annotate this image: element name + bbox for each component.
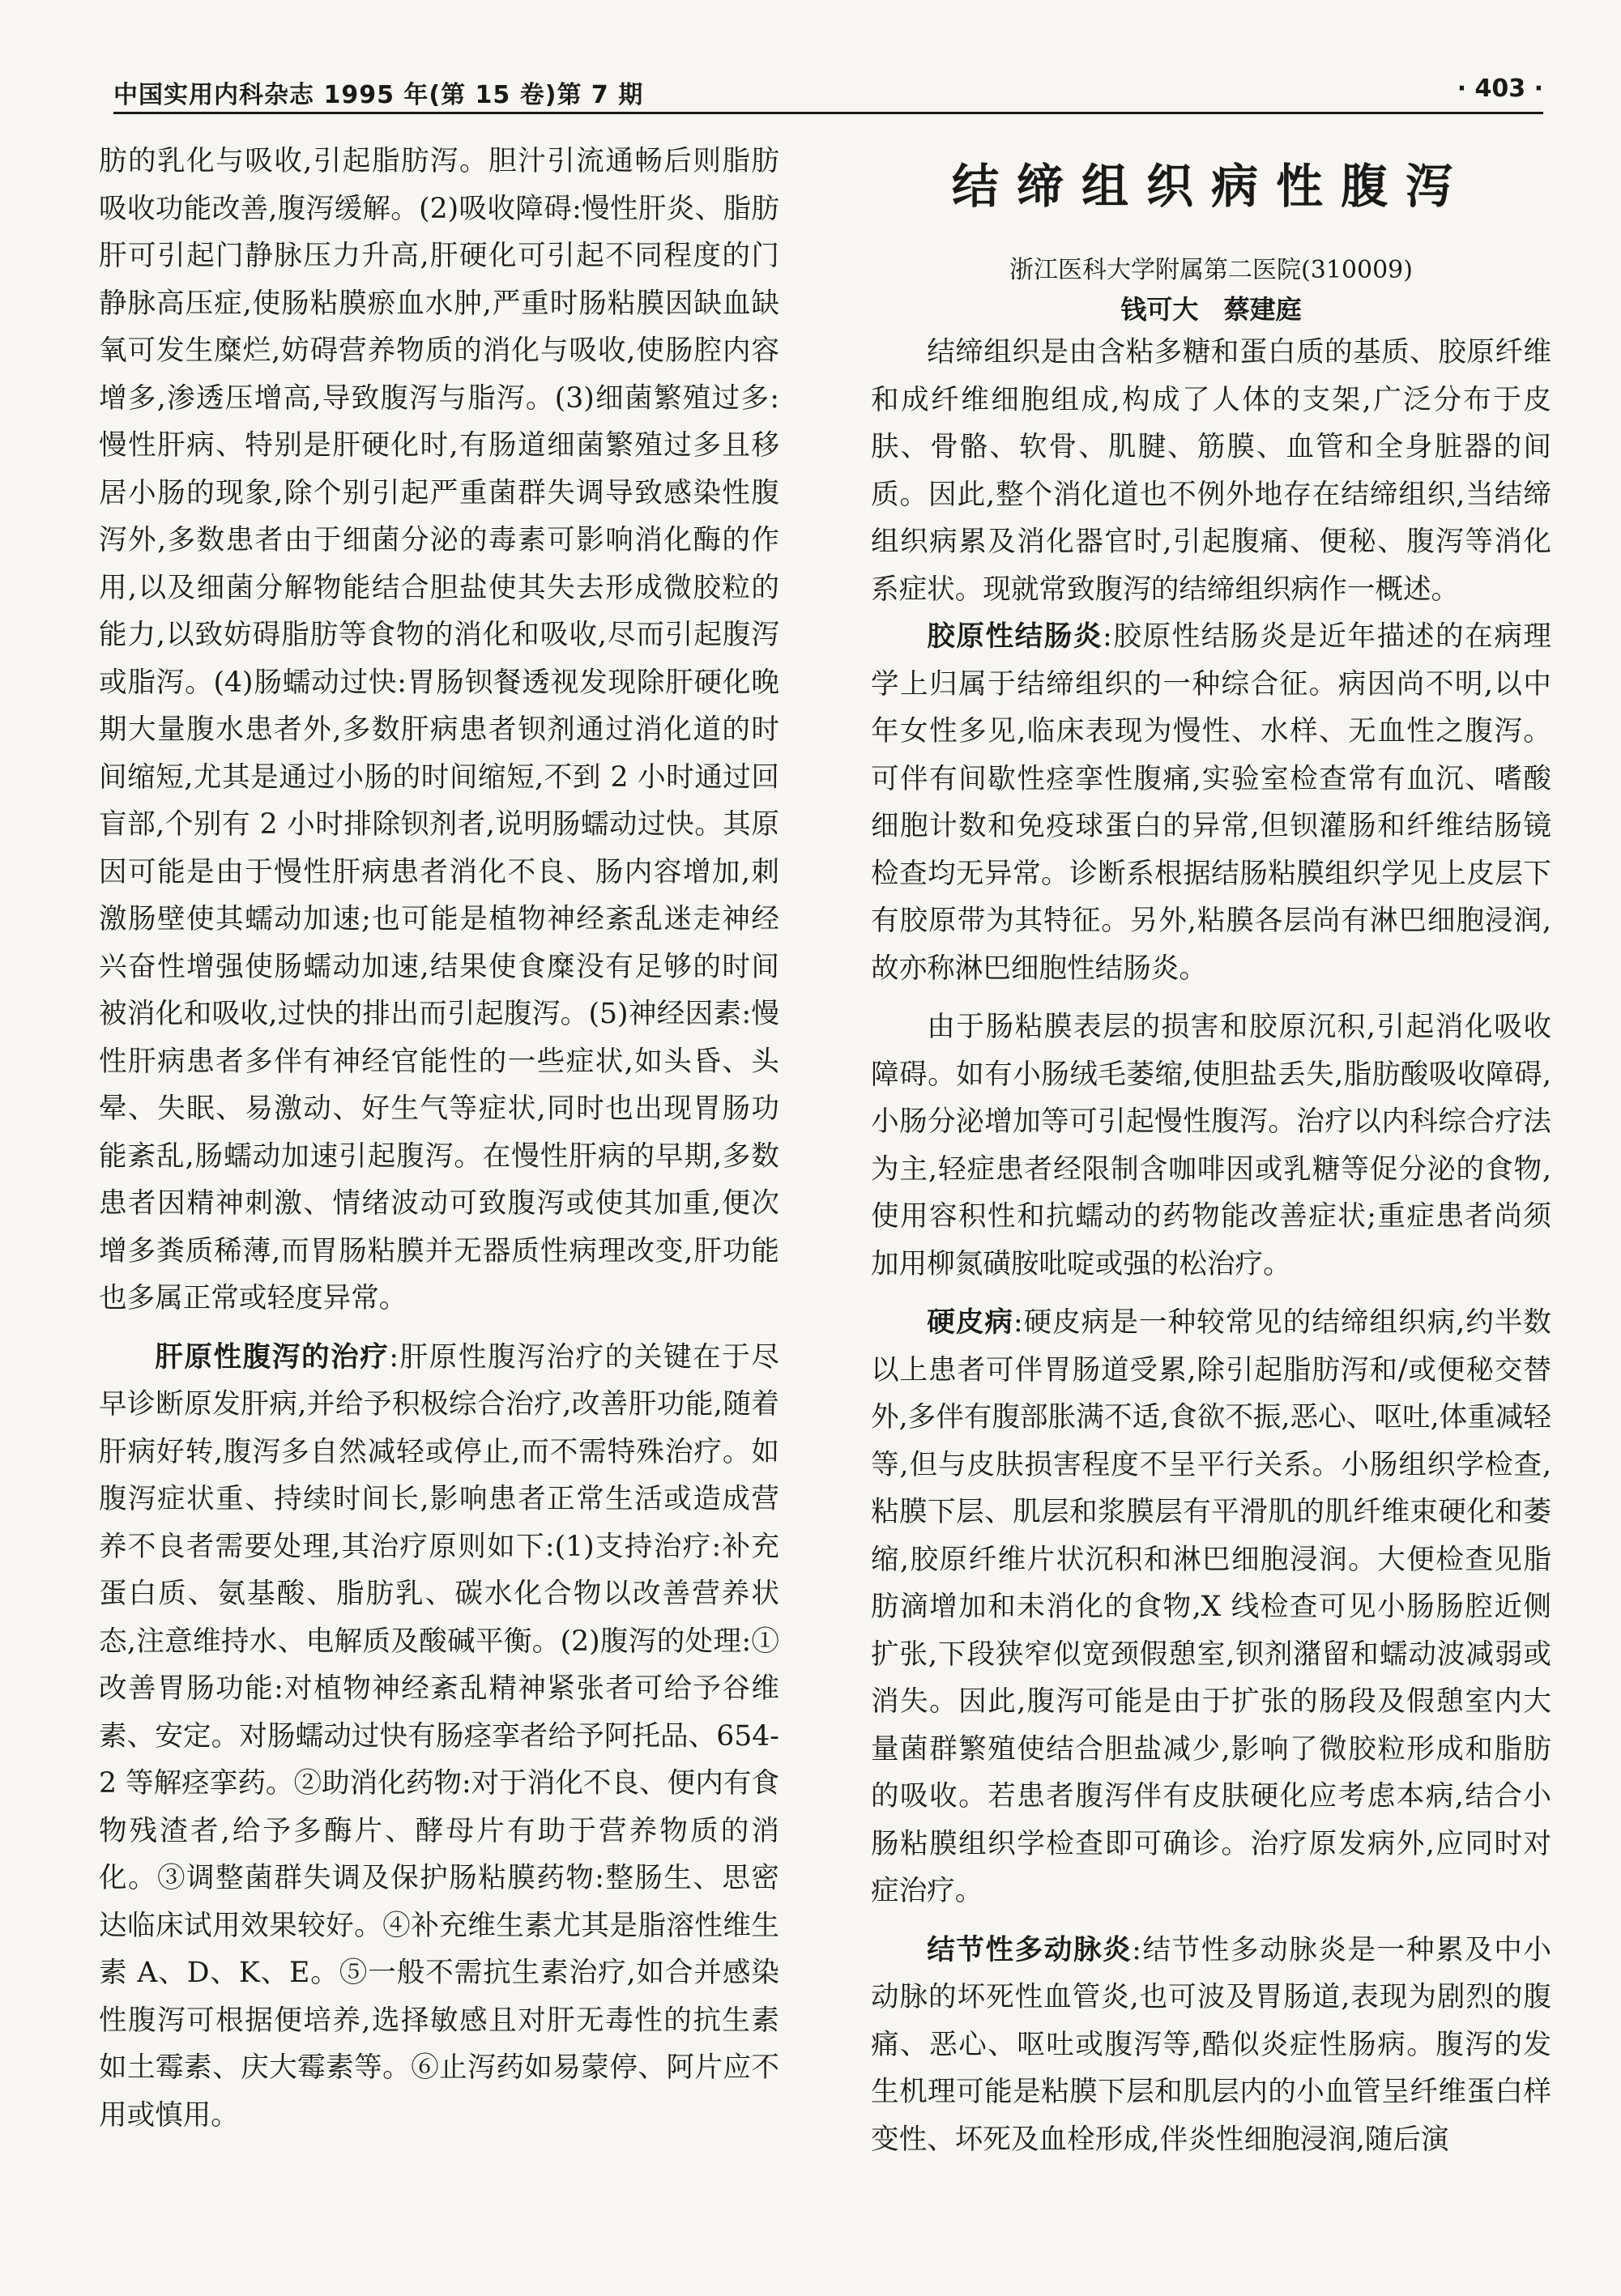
section-scleroderma [871,1299,1551,1915]
collagenous-colitis-paragraph-2: 由于肠粘膜表层的损害和胶原沉积,引起消化吸收障碍。如有小肠绒毛萎缩,使胆盐丢失,脂肪酸吸收障碍,小肠分泌增加等可引起慢性腹泻。治疗以内科综合疗法为主,轻症患者经限制含咖啡因或乳糖等促分泌的食物,使用容积性和抗蠕动的药物能改善症状;重症患者尚须加用柳氮磺胺吡啶或强的松治疗。 [871,1011,1551,1280]
page-number: · 403 · [1457,75,1543,103]
section-heading-scleroderma: 硬皮病 [927,1306,1013,1339]
section-heading-polyarteritis: 结节性多动脉炎 [927,1933,1133,1966]
journal-citation: 中国实用内科杂志 1995 年(第 15 卷)第 7 期 [113,81,644,109]
section-collagenous-colitis [871,613,1551,992]
section-body-scleroderma: :硬皮病是一种较常见的结缔组织病,约半数以上患者可伴胃肠道受累,除引起脂肪泻和/或便秘交替外,多伴有腹部胀满不适,食欲不振,恶心、呕吐,体重减轻等,但与皮肤损害程度不呈平行关系。小肠组织学检查,粘膜下层、肌层和浆膜层有平滑肌的肌纤维束硬化和萎缩,胶原纤维片状沉积和淋巴细胞浸润。大便检查见脂肪滴增加和未消化的食物,X 线检查可见小肠肠腔近侧扩张,下段狭窄似宽颈假憩室,钡剂潴留和蠕动波减弱或消失。因此,腹泻可能是由于扩张的肠段及假憩室内大量菌群繁殖使结合胆盐减少,影响了微胶粒形成和脂肪的吸收。若患者腹泻伴有皮肤硬化应考虑本病,结合小肠粘膜组织学检查即可确诊。治疗原发病外,应同时对症治疗。 [871,1306,1552,1907]
page-header [0,0,1621,121]
affiliation: 浙江医科大学附属第二医院(310009) [1009,256,1413,284]
left-paragraph-1: 肪的乳化与吸收,引起脂肪泻。胆汁引流通畅后则脂肪吸收功能改善,腹泻缓解。(2)吸收障碍:慢性肝炎、脂肪肝可引起门静脉压力升高,肝硬化可引起不同程度的门静脉高压症,使肠粘膜瘀血水肿,严重时肠粘膜因缺血缺氧可发生糜烂,妨碍营养物质的消化与吸收,使肠腔内容增多,渗透压增高,导致腹泻与脂泻。(3)细菌繁殖过多:慢性肝病、特别是肝硬化时,有肠道细菌繁殖过多且移居小肠的现象,除个别引起严重菌群失调导致感染性腹泻外,多数患者由于细菌分泌的毒素可影响消化酶的作用,以及细菌分解物能结合胆盐使其失去形成微胶粒的能力,以致妨碍脂肪等食物的消化和吸收,尽而引起腹泻或脂泻。(4)肠蠕动过快:胃肠钡餐透视发现除肝硬化晚期大量腹水患者外,多数肝病患者钡剂通过消化道的时间缩短,尤其是通过小肠的时间缩短,不到 2 小时通过回盲部,个别有 2 小时排除钡剂者,说明肠蠕动过快。其原因可能是由于慢性肝病患者消化不良、肠内容增加,刺激肠壁使其蠕动加速;也可能是植物神经紊乱迷走神经兴奋性增强使肠蠕动加速,结果使食糜没有足够的时间被消化和吸收,过快的排出而引起腹泻。(5)神经因素:慢性肝病患者多伴有神经官能性的一些症状,如头昏、头晕、失眠、易激动、好生气等症状,同时也出现胃肠功能紊乱,肠蠕动加速引起腹泻。在慢性肝病的早期,多数患者因精神刺激、情绪波动可致腹泻或使其加重,便次增多粪质稀薄,而胃肠粘膜并无器质性病理改变,肝功能也多属正常或轻度异常。 [99,145,779,1314]
section-body-liver-treatment: :肝原性腹泻治疗的关键在于尽早诊断原发肝病,并给予积极综合治疗,改善肝功能,随着肝病好转,腹泻多自然减轻或停止,而不需特殊治疗。如腹泻症状重、持续时间长,影响患者正常生活或造成营养不良者需要处理,其治疗原则如下:(1)支持治疗:补充蛋白质、氨基酸、脂肪乳、碳水化合物以改善营养状态,注意维持水、电解质及酸碱平衡。(2)腹泻的处理:①改善胃肠功能:对植物神经紊乱精神紧张者可给予谷维素、安定。对肠蠕动过快有肠痉挛者给予阿托品、654-2 等解痉挛药。②助消化药物:对于消化不良、便内有食物残渣者,给予多酶片、酵母片有助于营养物质的消化。③调整菌群失调及保护肠粘膜药物:整肠生、思密达临床试用效果较好。④补充维生素尤其是脂溶性维生素 A、D、K、E。⑤一般不需抗生素治疗,如合并感染性腹泻可根据便培养,选择敏感且对肝无毒性的抗生素如土霉素、庆大霉素等。⑥止泻药如易蒙停、阿片应不用或慎用。 [99,1340,779,2132]
section-body-polyarteritis: :结节性多动脉炎是一种累及中小动脉的坏死性血管炎,也可波及胃肠道,表现为剧烈的腹痛、恶心、呕吐或腹泻等,酷似炎症性肠病。腹泻的发生机理可能是粘膜下层和肌层内的小血管呈纤维蛋白样变性、坏死及血栓形成,伴炎性细胞浸润,随后演 [871,1933,1552,2156]
intro-paragraph: 结缔组织是由含粘多糖和蛋白质的基质、胶原纤维和成纤维细胞组成,构成了人体的支架,广泛分布于皮肤、骨骼、软骨、肌腱、筋膜、血管和全身脏器的间质。因此,整个消化道也不例外地存在结缔组织,当结缔组织病累及消化器官时,引起腹痛、便秘、腹泻等消化系症状。现就常致腹泻的结缔组织病作一概述。 [871,336,1551,606]
header-rule [113,112,1543,114]
right-column [871,154,1551,2163]
section-body-collagenous-colitis: :胶原性结肠炎是近年描述的在病理学上归属于结缔组织的一种综合征。病因尚不明,以中年女性多见,临床表现为慢性、水样、无血性之腹泻。可伴有间歇性痉挛性腹痛,实验室检查常有血沉、嗜酸细胞计数和免疫球蛋白的异常,但钡灌肠和纤维结肠镜检查均无异常。诊断系根据结肠粘膜组织学见上皮层下有胶原带为其特征。另外,粘膜各层尚有淋巴细胞浸润,故亦称淋巴细胞性结肠炎。 [871,620,1551,985]
section-heading-liver-treatment: 肝原性腹泻的治疗 [155,1340,390,1374]
article-title: 结缔组织病性腹泻 [951,159,1470,214]
authors: 钱可大 蔡建庭 [1120,294,1302,325]
section-heading-collagenous-colitis: 胶原性结肠炎 [927,620,1103,653]
left-paragraph-2 [99,1334,779,2140]
left-column [99,138,779,2139]
section-polyarteritis [871,1927,1551,2164]
